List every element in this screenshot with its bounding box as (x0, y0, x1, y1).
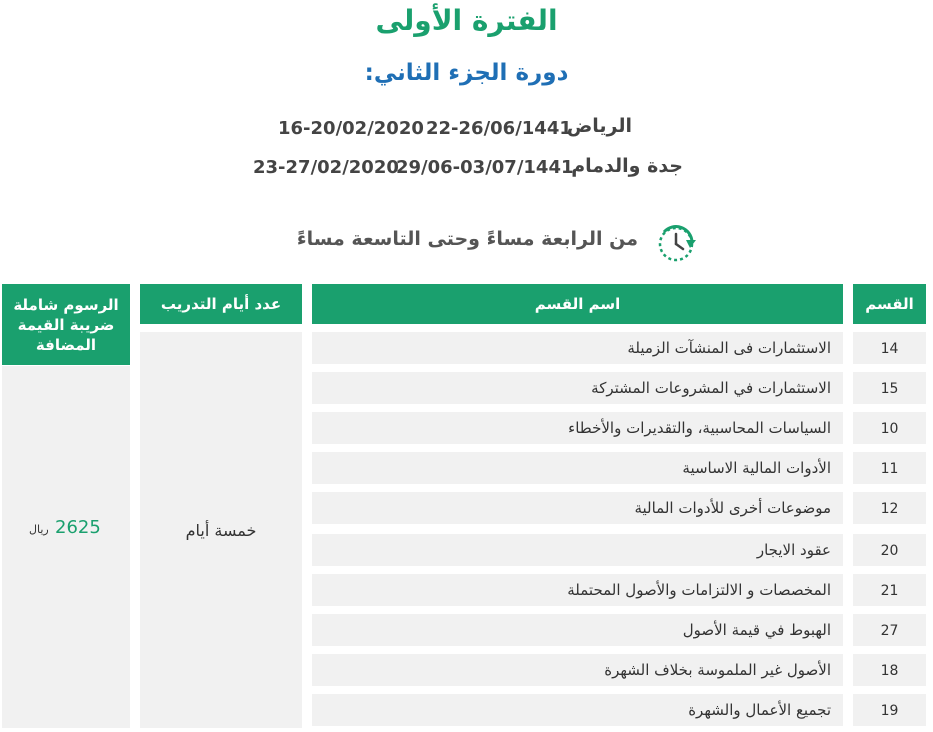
header-section-name: اسم القسم (312, 284, 843, 324)
page-title: الفترة الأولى (375, 4, 558, 37)
session-time (296, 222, 710, 262)
schedule-city-jeddah-dammam: جدة والدمام (571, 155, 683, 177)
section-number: 10 (853, 412, 926, 444)
section-name: موضوعات أخرى للأدوات المالية (312, 492, 843, 524)
section-name: السياسات المحاسبية، والتقديرات والأخطاء (312, 412, 843, 444)
clock-icon (654, 222, 700, 266)
section-name: الهبوط في قيمة الأصول (312, 614, 843, 646)
session-time-text: من الرابعة مساءً وحتى التاسعة مساءً (296, 228, 638, 250)
section-number: 14 (853, 332, 926, 364)
section-name: عقود الايجار (312, 534, 843, 566)
header-fees: الرسوم شاملة ضريبة القيمة المضافة (2, 284, 130, 365)
header-training-days: عدد أيام التدريب (140, 284, 302, 324)
fees-cell (2, 366, 130, 728)
section-number: 11 (853, 452, 926, 484)
section-number: 21 (853, 574, 926, 606)
fee-amount: 2625 (55, 517, 101, 538)
section-name: الاستثمارات في المشروعات المشتركة (312, 372, 843, 404)
header-section-number: القسم (853, 284, 926, 324)
training-days-cell: خمسة أيام (140, 332, 302, 728)
section-number: 19 (853, 694, 926, 726)
schedule-hijri-riyadh: 22-26/06/1441 (426, 118, 572, 139)
course-subtitle: دورة الجزء الثاني: (364, 60, 569, 86)
schedule-gregorian-jeddah-dammam: 23-27/02/2020 (253, 157, 399, 178)
section-number: 20 (853, 534, 926, 566)
schedule-city-riyadh: الرياض (566, 115, 632, 137)
section-number: 18 (853, 654, 926, 686)
section-number: 15 (853, 372, 926, 404)
section-name: الأدوات المالية الاساسية (312, 452, 843, 484)
schedule-gregorian-riyadh: 16-20/02/2020 (278, 118, 424, 139)
section-name: الاستثمارات فى المنشآت الزميلة (312, 332, 843, 364)
section-name: المخصصات و الالتزامات والأصول المحتملة (312, 574, 843, 606)
section-number: 12 (853, 492, 926, 524)
section-name: الأصول غير الملموسة بخلاف الشهرة (312, 654, 843, 686)
fee-currency: ريال (29, 523, 49, 536)
schedule-hijri-jeddah-dammam: 29/06-03/07/1441 (396, 157, 574, 178)
section-name: تجميع الأعمال والشهرة (312, 694, 843, 726)
section-number: 27 (853, 614, 926, 646)
